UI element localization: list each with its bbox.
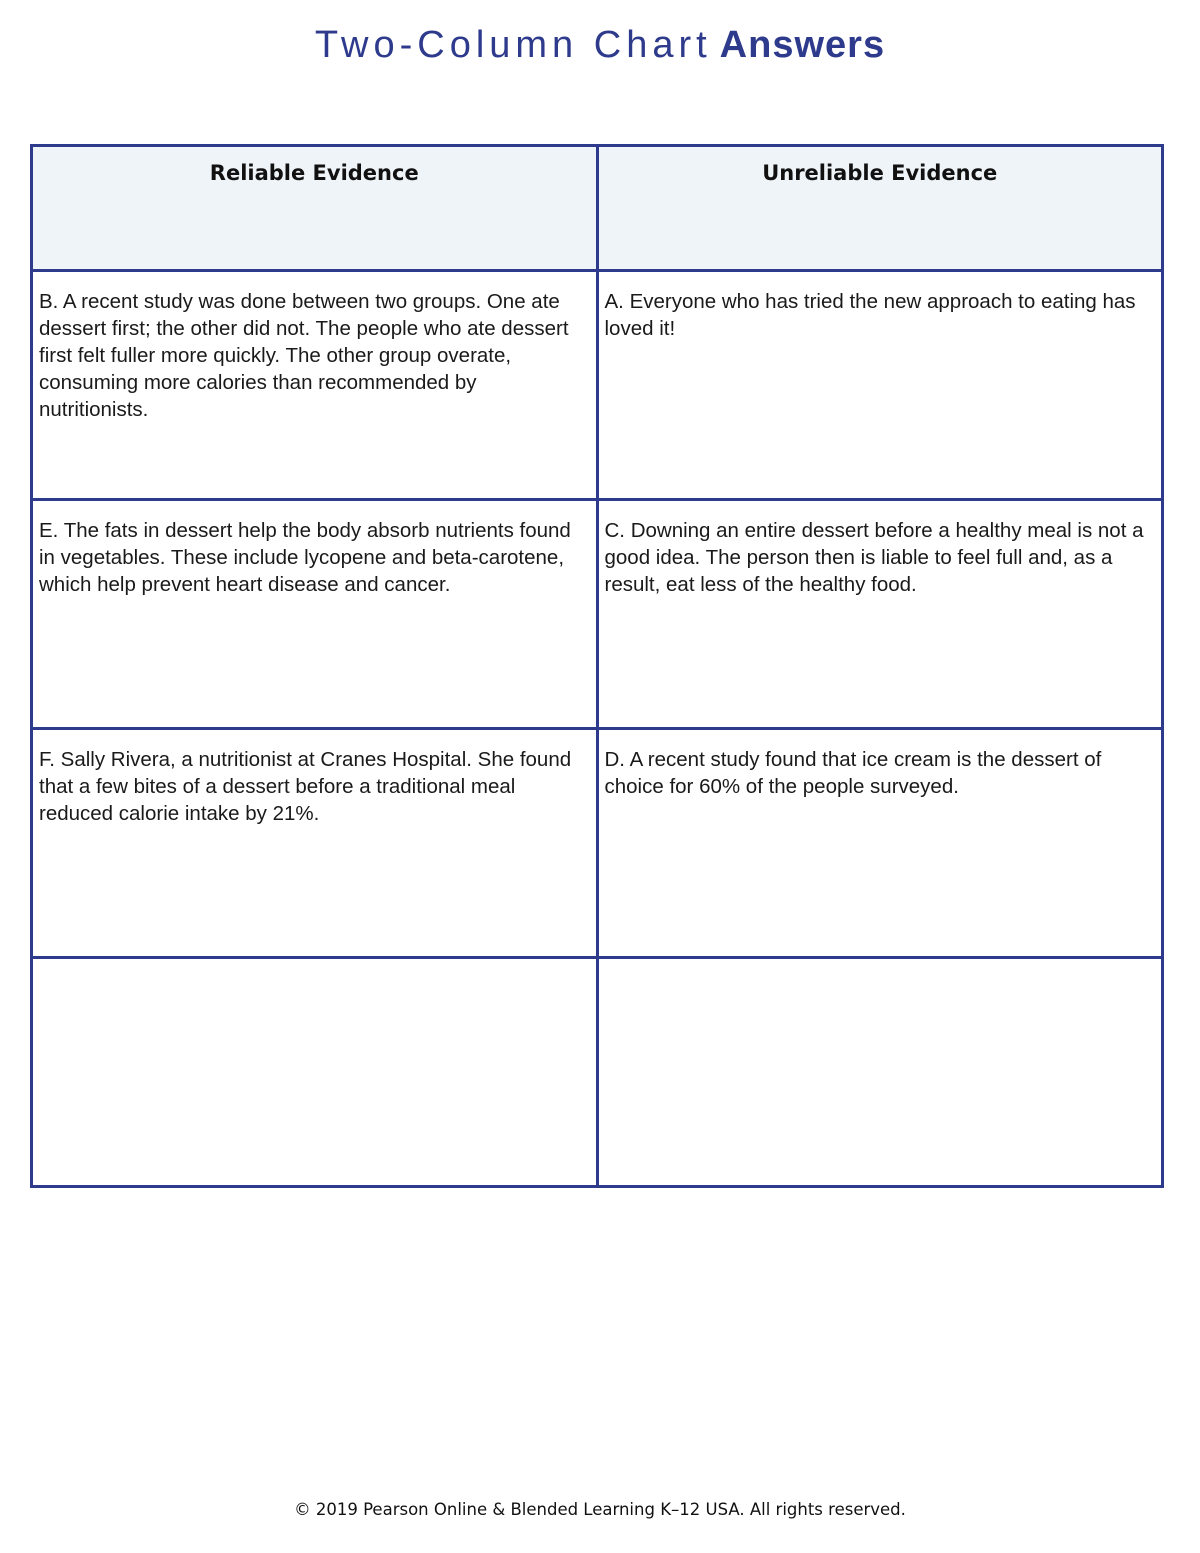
reliable-evidence-cell-empty [32,958,598,1187]
unreliable-evidence-cell: C. Downing an entire dessert before a healthy meal is not a good idea. The person then is liable to feel full and, as a result, eat less of the healthy food. [597,500,1163,729]
two-column-chart [30,144,1164,1188]
reliable-evidence-cell: E. The fats in dessert help the body absorb nutrients found in vegetables. These include lycopene and beta-carotene, which help prevent heart disease and cancer. [32,500,598,729]
unreliable-evidence-cell: A. Everyone who has tried the new approach to eating has loved it! [597,271,1163,500]
header-row [32,146,1163,271]
table-row [32,729,1163,958]
table-row [32,500,1163,729]
page-title [0,20,1200,69]
reliable-evidence-cell: F. Sally Rivera, a nutritionist at Cranes Hospital. She found that a few bites of a dessert before a traditional meal reduced calorie intake by 21%. [32,729,598,958]
copyright-footer: © 2019 Pearson Online & Blended Learning K–12 USA. All rights reserved. [294,1500,906,1519]
table-row [32,271,1163,500]
unreliable-evidence-cell: D. A recent study found that ice cream is the dessert of choice for 60% of the people surveyed. [597,729,1163,958]
reliable-evidence-cell: B. A recent study was done between two groups. One ate dessert first; the other did not. The people who ate dessert first felt fuller more quickly. The other group overate, consuming more calories than recommended by nutritionists. [32,271,598,500]
table-row [32,958,1163,1187]
page-title-main: Two-Column Chart [314,24,712,66]
unreliable-evidence-cell-empty [597,958,1163,1187]
page-title-emphasis: Answers [719,24,886,66]
column-header-reliable: Reliable Evidence [32,146,598,271]
column-header-unreliable: Unreliable Evidence [597,146,1163,271]
